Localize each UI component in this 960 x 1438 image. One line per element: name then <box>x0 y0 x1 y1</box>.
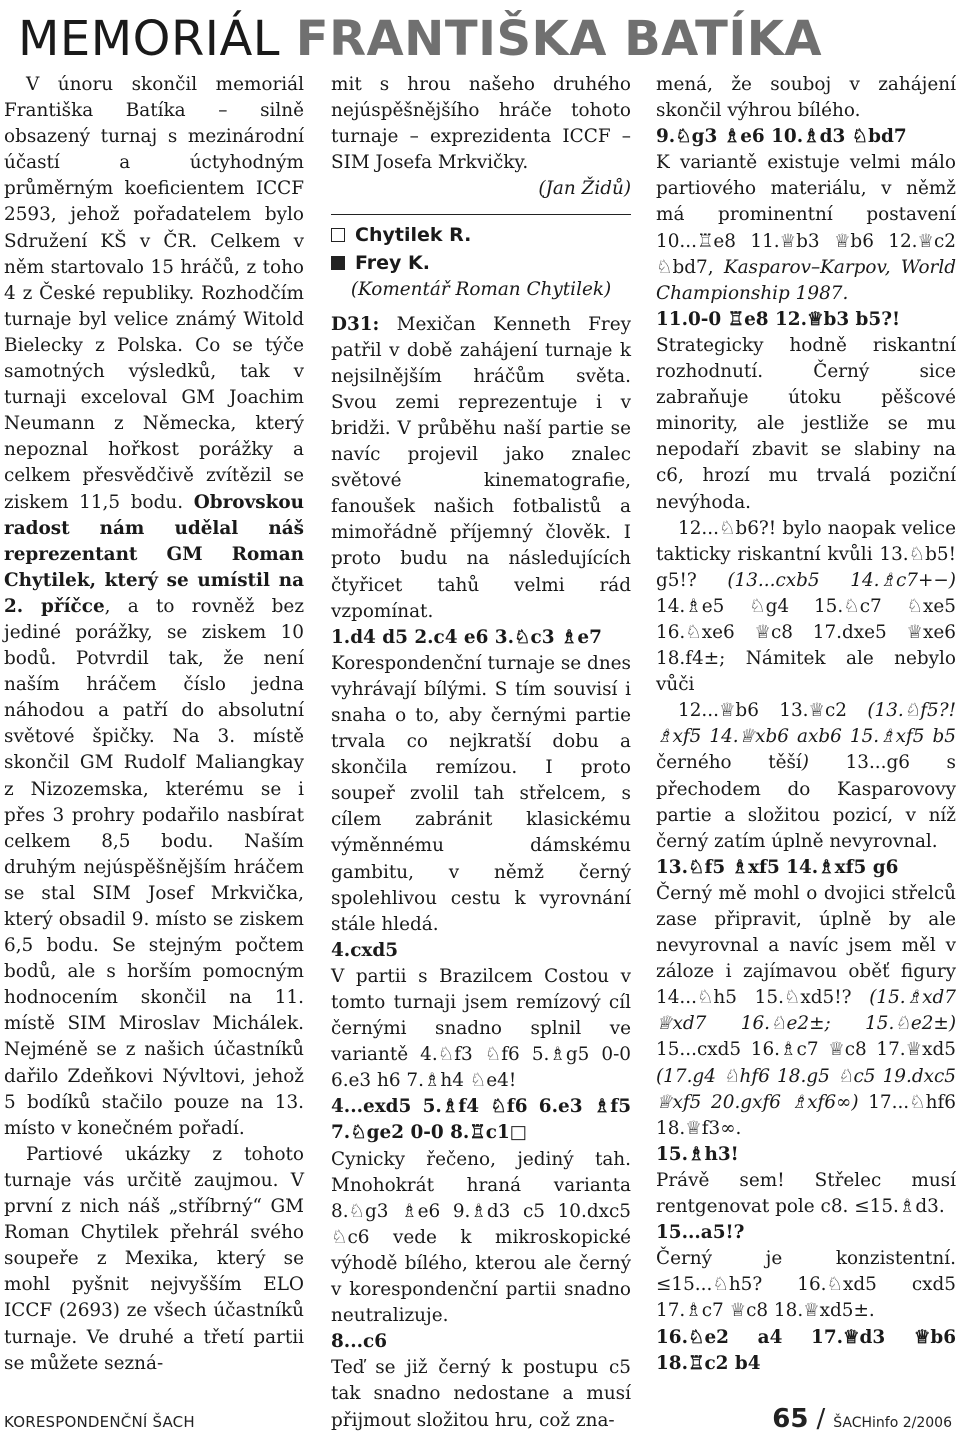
note-8-tail: 14.♗e5 ♘g4 15.♘c7 ♘xe5 16.♘xe6 ♕c8 17.dxe5 ♕xe6 18.f4±; Námitek ale nebylo vůči <box>656 595 956 696</box>
column-2 <box>331 72 631 1434</box>
footer-page-info <box>772 1404 952 1434</box>
intro-text: V únoru skončil memoriál Františka Batíka – silně obsazený turnaj s mezinárodní účastí a úctyhodným průměrným koeficientem ICCF 2593, jehož pořadatelem bylo Sdružení KŠ v ČR. Celkem v něm startovalo 15 hráčů, z toho 4 z České republiky. Rozhodčím turnaje byl velice známý Witold Bielecky z Polska. Co se týče samotných výsledků, tak v turnaji exceloval GM Joachim Neumann z Německa, který nepoznal hořkost porážky a celkem přesvědčivě zvítězil se ziskem 11,5 bodu. <box>4 74 304 513</box>
column-1 <box>4 72 304 1377</box>
note-6 <box>656 150 956 307</box>
moves-3: 4...exd5 5.♗f4 ♘f6 6.e3 ♗f5 7.♘ge2 0-0 8.♖c1□ <box>331 1096 631 1144</box>
note-9 <box>656 698 956 855</box>
note-10-text: Černý mě mohl o dvojici střelců zase připravit, úplně by ale nevyrovnal a navíc jsem měl v záloze i zajímavou oběť figury 14...♘h5 15.♘xd5!? <box>656 882 956 1009</box>
article-author: (Jan Židů) <box>538 178 631 200</box>
games-intro-paragraph: Partiové ukázky z tohoto turnaje vás určitě zaujmou. V první z nich náš „stříbrný“ GM Roman Chytilek přehrál svého soupeře z Mexika, který se mohl pyšnit nejvyšším ELO ICCF (2693) ze všech účastníků turnaje. Ve druhé a třetí partii se můžete sezná- <box>4 1143 304 1374</box>
moves-9: 15...a5!? <box>656 1222 745 1244</box>
note-8-text: 12...♘b6?! bylo naopak velice takticky riskantní kvůli 13.♘b5! g5!? <box>656 517 956 591</box>
intro-bold-text: Obrovskou radost nám udělal náš reprezentant GM Roman Chytilek, který se umístil na 2. příčce <box>4 491 304 617</box>
note-7: Strategicky hodně riskantní rozhodnutí. Černý sice zabraňuje útoku pěšcové minority, ale jestliže se mu nepodaří zbavit se slabiny na c6, hrozí mu trvalá poziční nevýhoda. <box>656 334 956 513</box>
note-9-paren: ) <box>801 752 809 774</box>
note-10-variation-b: (17.g4 ♘hf6 18.g5 ♘c5 19.dxc5 ♕xf5 20.gxf6 ♗xf6∞) <box>656 1065 956 1113</box>
intro-text-tail: , a to rovněž bez jediné porážky, se ziskem 10 bodů. Potvrdil tak, že není naším hráčem číslo jedna náhodou a patří do absolutní světové špičky. Na 3. místě skončil GM Rudolf Maliangkay z Nizozemska, kterému se i přes 3 prohry podařilo nasbírat celkem 8,5 bodu. Naším druhým nejúspěšnějším hráčem se stal SIM Josef Mrkvička, který obsadil 9. místo se ziskem 6,5 bodu. Se stejným počtem bodů, ale s horším pomocným hodnocením skončil na 11. místě SIM Miroslav Michálek. Nejméně se z našich účastníků dařilo Zdeňkovi Nývltovi, jehož 5 bodíků stačilo pouze na 13. místo v konečném pořadí. <box>4 595 305 1139</box>
note-10-tail: 17...♘hf6 18.♕f3∞. <box>656 1091 956 1139</box>
note-12: Černý je konzistentní. ≤15...♘h5? 16.♘xd5 cxd5 17.♗c7 ♕c8 18.♕xd5±. <box>656 1248 956 1322</box>
note-4: Teď se již černý k postupu c5 tak snadno nedostane a musí přijmout složitou hru, což zna- <box>331 1357 631 1431</box>
white-square-icon <box>331 228 345 242</box>
note-9-comment: černého těší <box>656 752 802 774</box>
moves-7: 13.♘f5 ♗xf5 14.♗xf5 g6 <box>656 856 899 878</box>
note-5: mená, že souboj v zahájení skončil výhrou bílého. <box>656 74 956 122</box>
note-9-tail: 13...g6 s přechodem do Kasparovovy partie a složitou pozicí, v níž černý zatím úplně nevyrovnal. <box>656 752 956 852</box>
commentary-credit: (Komentář Roman Chytilek) <box>350 279 612 301</box>
moves-8: 15.♗h3! <box>656 1143 739 1165</box>
note-8-variation: (13...cxb5 14.♗c7+−) <box>727 569 956 591</box>
note-6-text: K variantě existuje velmi málo partiového materiálu, v němž má prominentní postavení 10...♖e8 11.♕b3 ♕b6 12.♕c2 ♘bd7, <box>656 152 956 278</box>
black-player <box>331 249 631 277</box>
opening-paragraph <box>331 312 631 625</box>
section-divider <box>331 214 631 215</box>
footer-slash: / <box>816 1404 826 1434</box>
note-10-variation-a: (15.♗xd7 ♕xd7 16.♘e2±; 15.♘e2±) <box>656 987 956 1035</box>
moves-4: 8...c6 <box>331 1331 387 1353</box>
note-10 <box>656 881 956 1142</box>
note-1: Korespondenční turnaje se dnes vyhrávají bílými. S tím souvisí i snaha o to, aby černými partie trvala co nejkratší dobu a skončila remízou. I proto soupeř zvolil tah střelcem, s cílem zabránit klasickému výměnnému dámskému gambitu, v němž černý spolehlivou cestu k vyrovnání stále hledá. <box>331 652 631 935</box>
moves-10: 16.♘e2 a4 17.♕d3 ♕b6 18.♖c2 b4 <box>656 1326 956 1374</box>
moves-6: 11.0-0 ♖e8 12.♕b3 b5?! <box>656 308 901 330</box>
moves-2: 4.cxd5 <box>331 939 399 961</box>
page-number: 65 <box>772 1404 809 1434</box>
intro-paragraph <box>4 72 304 1142</box>
note-3: Cynicky řečeno, jediný tah. Mnohokrát hraná varianta 8.♘g3 ♗e6 9.♗d3 c5 10.dxc5 ♘c6 vede k mikroskopické výhodě bílého, kterou ale černý v korespondenční partii snadno neutralizuje. <box>331 1148 631 1327</box>
moves-1: 1.d4 d5 2.c4 e6 3.♘c3 ♗e7 <box>331 626 602 648</box>
black-square-icon <box>331 256 345 270</box>
moves-5: 9.♘g3 ♗e6 10.♗d3 ♘bd7 <box>656 126 907 148</box>
note-8 <box>656 516 956 699</box>
white-player <box>331 221 631 249</box>
magazine-issue: ŠACHinfo 2/2006 <box>833 1415 952 1431</box>
games-intro-continued: mit s hrou našeho druhého nejúspěšnějšího hráče tohoto turnaje – exprezidenta ICCF – SIM Josefa Mrkvičky. <box>331 74 631 174</box>
opening-code: D31: <box>331 313 380 335</box>
note-10-mid: 15...cxd5 16.♗c7 ♕c8 17.♕xd5 <box>656 1039 956 1061</box>
black-player-name: Frey K. <box>355 252 430 275</box>
page-title <box>18 4 822 74</box>
opening-text: Mexičan Kenneth Frey patřil v době zahájení turnaje k nejsilnějším hráčům světa. Svou zemi reprezentuje i v bridži. V průběhu naší partie se navíc projevil jako znalec světové kinematografie, fanoušek našich fotbalistů a mimořádně příjemný člověk. I proto budu na následujících čtyřicet tahů velmi rád vzpomínat. <box>331 313 631 622</box>
column-3 <box>656 72 956 1377</box>
white-player-name: Chytilek R. <box>355 224 472 247</box>
footer-section-label: KORESPONDENČNÍ ŠACH <box>4 1413 195 1431</box>
note-9-text: 12...♕b6 13.♕c2 <box>678 700 868 722</box>
note-11: Právě sem! Střelec musí rentgenovat pole c8. ≤15.♗d3. <box>656 1169 956 1218</box>
note-9-variation: (13.♘f5?! ♗xf5 14.♕xb6 axb6 15.♗xf5 b5 <box>656 700 956 748</box>
note-2: V partii s Brazilcem Costou v tomto turnaji jsem remízový cíl černými snadno splnil ve variantě 4.♘f3 ♘f6 5.♗g5 0-0 6.e3 h6 7.♗h4 ♘e4! <box>331 965 631 1092</box>
note-6-reference: Kasparov–Karpov, World Championship 1987. <box>656 256 956 304</box>
title-part-name: FRANTIŠKA BATÍKA <box>295 11 823 67</box>
title-part-memorial: MEMORIÁL <box>18 11 296 67</box>
